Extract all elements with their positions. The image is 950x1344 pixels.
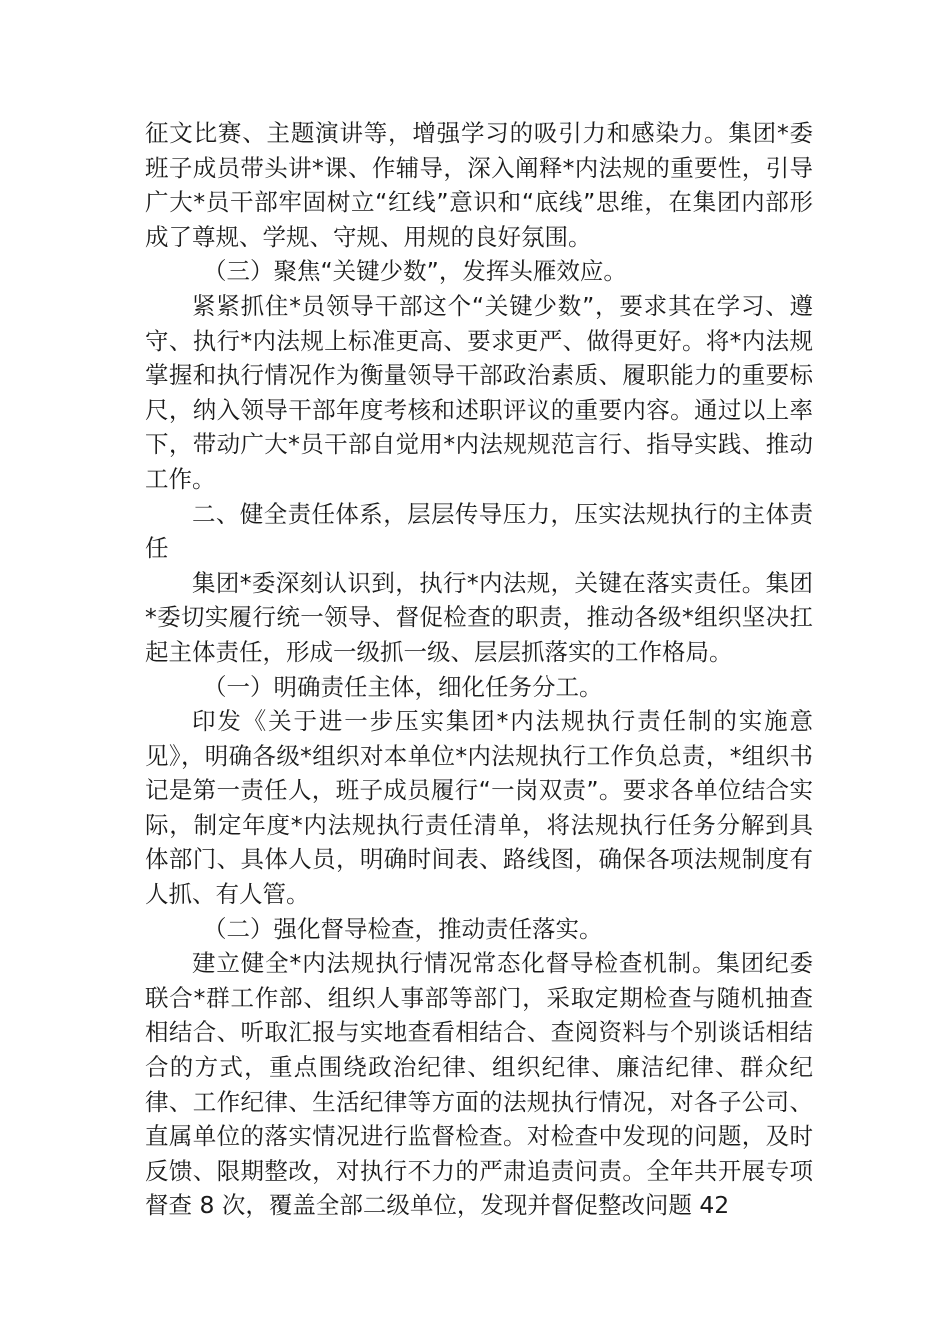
- subheading-focus-key-minority: （三）聚焦“关键少数”，发挥头雁效应。: [203, 257, 627, 286]
- paragraph-continuation: 征文比赛、主题演讲等，增强学习的吸引力和感染力。集团*委班子成员带头讲*课、作辅导，深入阐释*内法规的重要性，引导广大*员干部牢固树立“红线”意识和“底线”思维，在集团内部形成了尊规、学规、守规、用规的良好氛围。: [145, 119, 813, 251]
- subheading-strengthen-supervision: （二）强化督导检查，推动责任落实。: [203, 914, 603, 943]
- paragraph-inspection-mechanism: 建立健全*内法规执行情况常态化督导检查机制。集团纪委联合*群工作部、组织人事部等部门，采取定期检查与随机抽查相结合、听取汇报与实地查看相结合、查阅资料与个别谈话相结合的方式，重点围绕政治纪律、组织纪律、廉洁纪律、群众纪律、工作纪律、生活纪律等方面的法规执行情况，对各子公司、直属单位的落实情况进行监督检查。对检查中发现的问题，及时反馈、限期整改，对执行不力的严肃追责问责。全年共开展专项督查 8 次，覆盖全部二级单位，发现并督促整改问题 42: [145, 949, 813, 1220]
- paragraph-implementation-opinions: 印发《关于进一步压实集团*内法规执行责任制的实施意见》，明确各级*组织对本单位*内法规执行工作负总责，*组织书记是第一责任人，班子成员履行“一岗双责”。要求各单位结合实际，制定年度*内法规执行责任清单，将法规执行任务分解到具体部门、具体人员，明确时间表、路线图，确保各项法规制度有人抓、有人管。: [145, 707, 813, 909]
- section-heading-responsibility-system: 二、健全责任体系，层层传导压力，压实法规执行的主体责任: [145, 499, 813, 563]
- document-body: [145, 116, 813, 1223]
- subheading-clarify-responsibility: （一）明确责任主体，细化任务分工。: [203, 672, 603, 701]
- paragraph-responsibility-intro: 集团*委深刻认识到，执行*内法规，关键在落实责任。集团*委切实履行统一领导、督促检查的职责，推动各级*组织坚决扛起主体责任，形成一级抓一级、层层抓落实的工作格局。: [145, 568, 813, 666]
- paragraph-leading-cadres: 紧紧抓住*员领导干部这个“关键少数”，要求其在学习、遵守、执行*内法规上标准更高、要求更严、做得更好。将*内法规掌握和执行情况作为衡量领导干部政治素质、履职能力的重要标尺，纳入领导干部年度考核和述职评议的重要内容。通过以上率下，带动广大*员干部自觉用*内法规规范言行、指导实践、推动工作。: [145, 291, 813, 493]
